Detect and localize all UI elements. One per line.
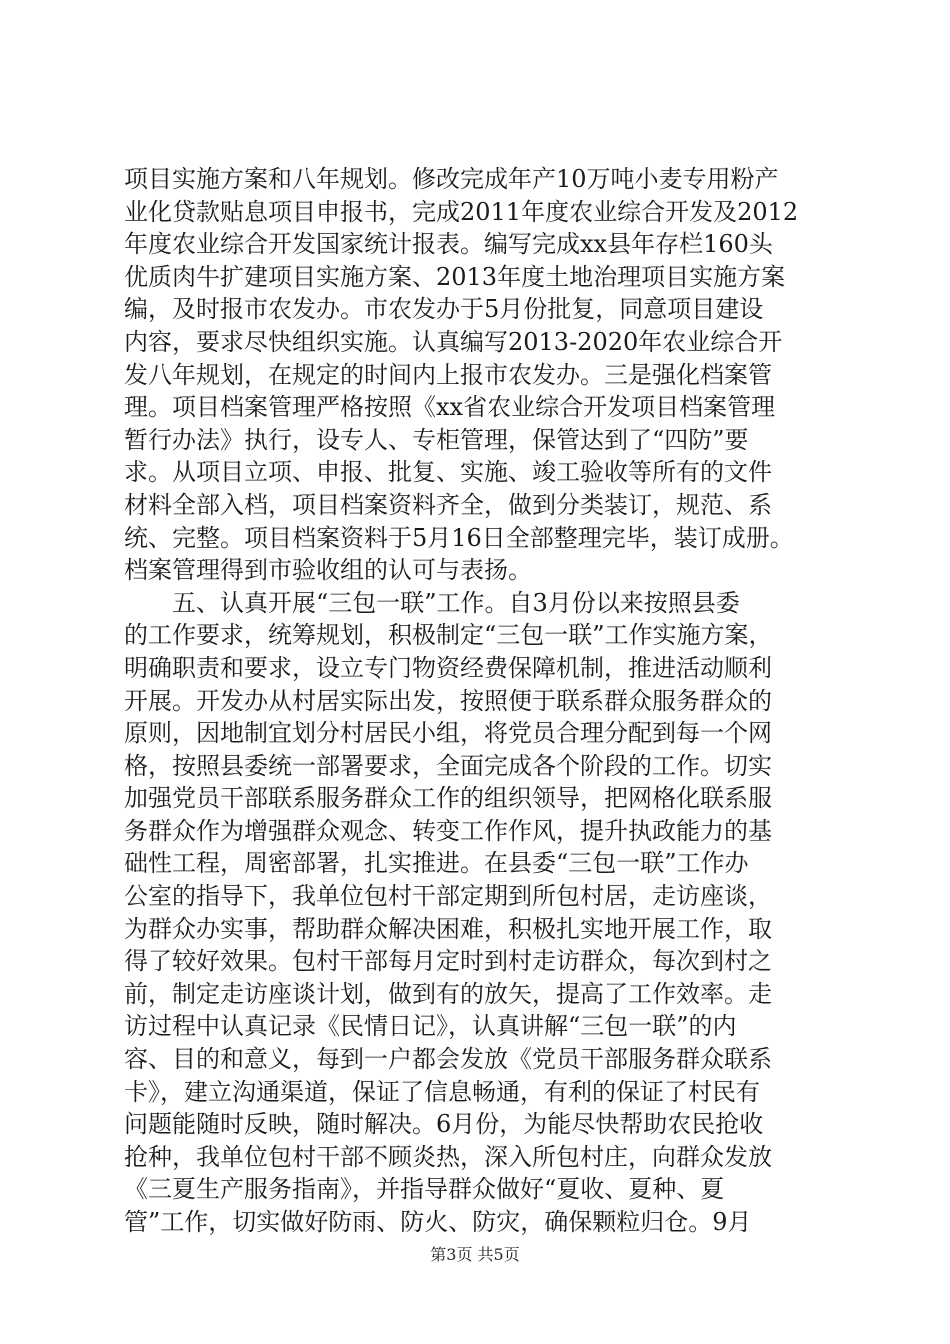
text-line: 格，按照县委统一部署要求，全面完成各个阶段的工作。切实	[124, 751, 772, 780]
text-line: 问题能随时反映，随时解决。6月份，为能尽快帮助农民抢收	[124, 1110, 764, 1139]
body-text	[124, 163, 844, 1239]
text-line: 项目实施方案和八年规划。修改完成年产10万吨小麦专用粉产	[124, 165, 779, 193]
text-line: 加强党员干部联系服务群众工作的组织领导，把网格化联系服	[124, 784, 772, 813]
text-line: 优质肉牛扩建项目实施方案、2013年度土地治理项目实施方案	[124, 262, 786, 291]
text-line: 础性工程，周密部署，扎实推进。在县委“三包一联”工作办	[124, 849, 749, 878]
text-line: 访过程中认真记录《民情日记》，认真讲解“三包一联”的内	[124, 1012, 737, 1041]
text-line: 求。从项目立项、申报、批复、实施、竣工验收等所有的文件	[124, 458, 772, 487]
text-line: 卡》，建立沟通渠道，保证了信息畅通，有利的保证了村民有	[124, 1077, 760, 1106]
text-line: 暂行办法》执行，设专人、专柜管理，保管达到了“四防”要	[124, 425, 749, 454]
text-line: 发八年规划，在规定的时间内上报市农发办。三是强化档案管	[124, 360, 772, 389]
text-line: 前，制定走访座谈计划，做到有的放矢，提高了工作效率。走	[124, 979, 772, 1008]
text-line: 统、完整。项目档案资料于5月16日全部整理完毕，装订成册。	[124, 523, 794, 552]
text-line: 《三夏生产服务指南》，并指导群众做好“夏收、夏种、夏	[124, 1175, 725, 1204]
page-number-footer: 第3页 共5页	[430, 1245, 520, 1264]
text-line: 五、认真开展“三包一联”工作。自3月份以来按照县委	[124, 588, 740, 617]
text-line: 内容，要求尽快组织实施。认真编写2013-2020年农业综合开	[124, 327, 783, 356]
text-line: 容、目的和意义，每到一户都会发放《党员干部服务群众联系	[124, 1045, 772, 1074]
text-line: 管”工作，切实做好防雨、防火、防灾，确保颗粒归仓。9月	[124, 1208, 752, 1236]
text-line: 原则，因地制宜划分村居民小组，将党员合理分配到每一个网	[124, 719, 772, 748]
text-line: 明确职责和要求，设立专门物资经费保障机制，推进活动顺利	[124, 653, 772, 682]
text-line: 年度农业综合开发国家统计报表。编写完成xx县年存栏160头	[124, 230, 773, 259]
text-line: 务群众作为增强群众观念、转变工作作风，提升执政能力的基	[124, 816, 772, 845]
text-line: 材料全部入档，项目档案资料齐全，做到分类装订，规范、系	[124, 490, 772, 519]
text-line: 的工作要求，统筹规划，积极制定“三包一联”工作实施方案，	[124, 621, 773, 650]
text-line: 公室的指导下，我单位包村干部定期到所包村居，走访座谈，	[124, 882, 772, 911]
text-line: 抢种，我单位包村干部不顾炎热，深入所包村庄，向群众发放	[124, 1142, 772, 1171]
text-line: 档案管理得到市验收组的认可与表扬。	[124, 556, 532, 585]
text-line: 编，及时报市农发办。市农发办于5月份批复，同意项目建设	[124, 295, 764, 324]
text-line: 得了较好效果。包村干部每月定时到村走访群众，每次到村之	[124, 947, 772, 976]
text-line: 为群众办实事，帮助群众解决困难，积极扎实地开展工作，取	[124, 914, 772, 943]
text-line: 业化贷款贴息项目申报书，完成2011年度农业综合开发及2012	[124, 197, 799, 226]
text-line: 开展。开发办从村居实际出发，按照便于联系群众服务群众的	[124, 686, 772, 715]
text-line: 理。项目档案管理严格按照《xx省农业综合开发项目档案管理	[124, 393, 776, 422]
